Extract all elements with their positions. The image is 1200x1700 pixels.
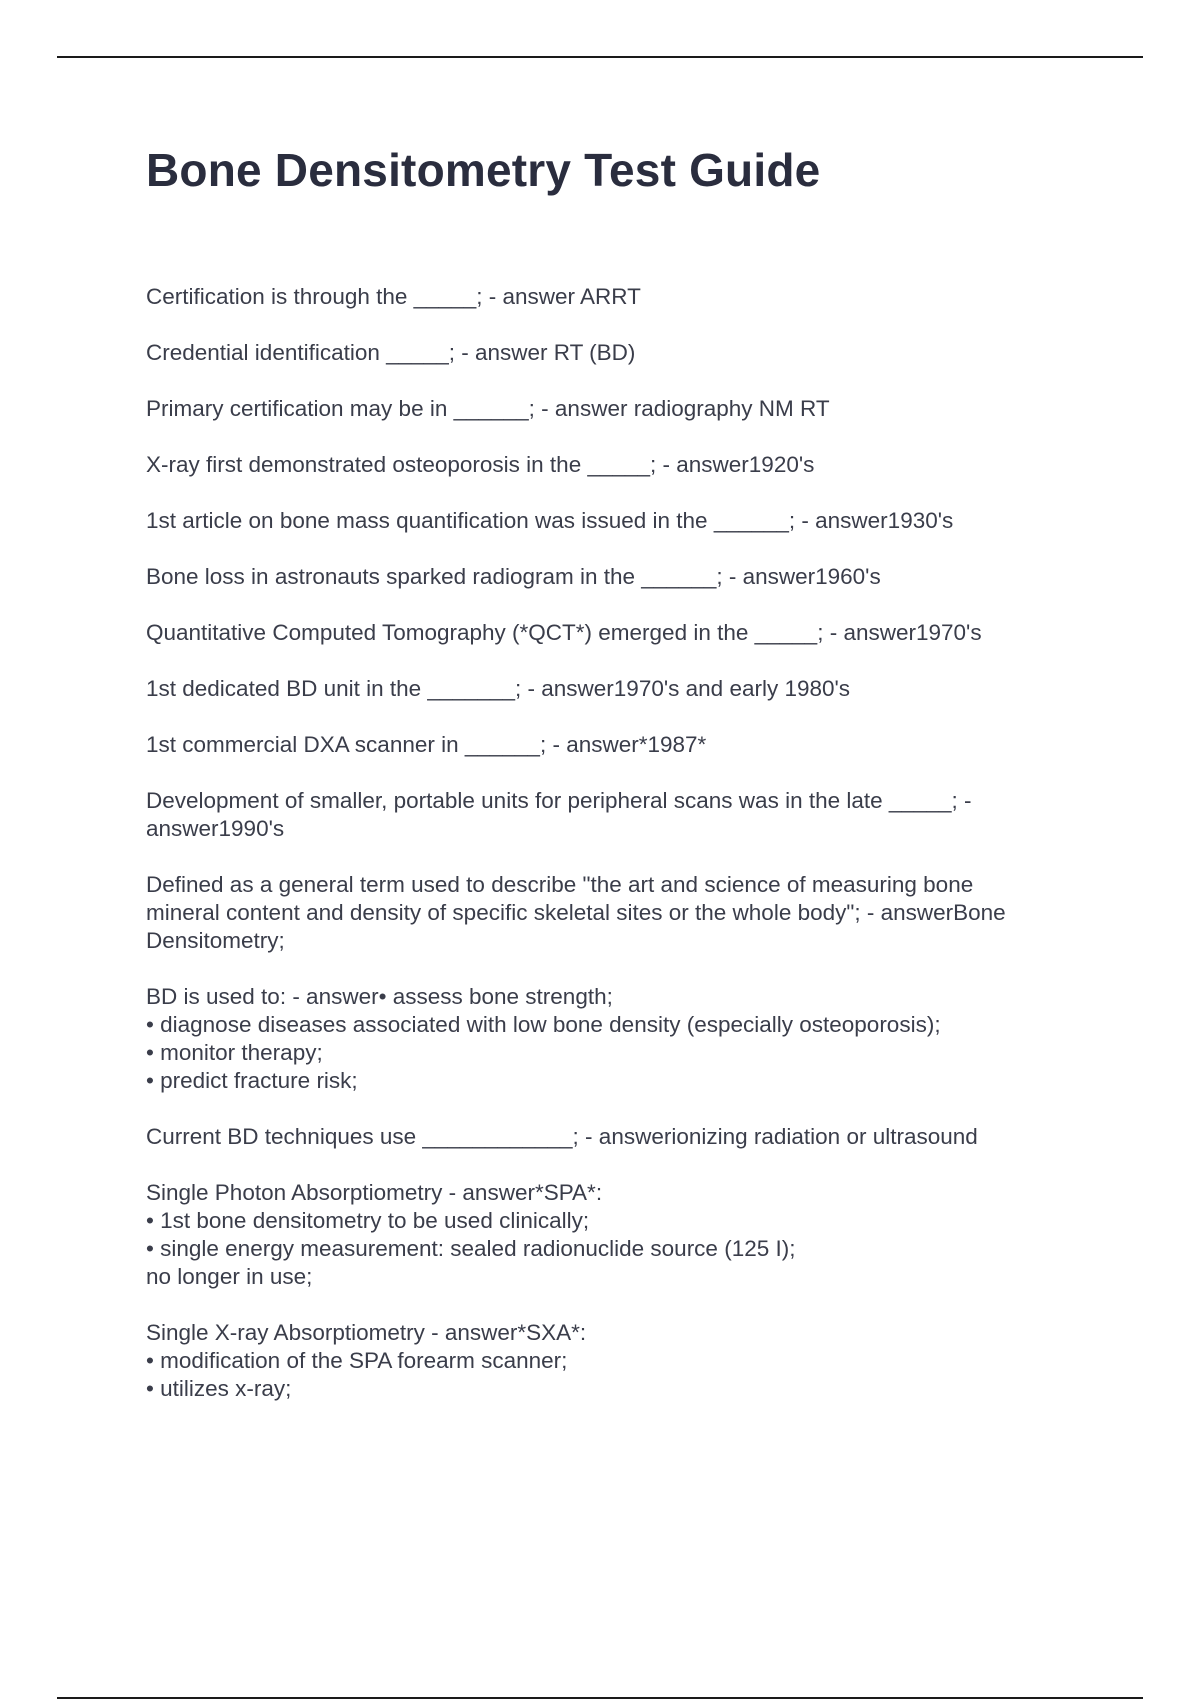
entry-line: mineral content and density of specific skeletal sites or the whole body"; - answerBone [146,900,1006,925]
entry-line: • modification of the SPA forearm scanner; [146,1348,568,1373]
entry-line: • diagnose diseases associated with low bone density (especially osteoporosis); [146,1012,941,1037]
entry-line: 1st commercial DXA scanner in ______; - answer*1987* [146,732,707,757]
entry-line: BD is used to: - answer• assess bone strength; [146,984,613,1009]
qa-list [146,283,1086,1431]
entry-line: Single X-ray Absorptiometry - answer*SXA*: [146,1320,587,1345]
entry-line: Densitometry; [146,928,285,953]
entry-line: Current BD techniques use ____________; - answerionizing radiation or ultrasound [146,1124,978,1149]
qa-entry [146,507,1086,535]
entry-line: • predict fracture risk; [146,1068,358,1093]
entry-line: no longer in use; [146,1264,313,1289]
entry-line: • utilizes x-ray; [146,1376,292,1401]
entry-line: • single energy measurement: sealed radionuclide source (125 I); [146,1236,796,1261]
bottom-rule [57,1697,1143,1699]
page-title: Bone Densitometry Test Guide [146,144,821,196]
qa-entry [146,563,1086,591]
qa-entry [146,395,1086,423]
qa-entry [146,1123,1086,1151]
entry-line: 1st dedicated BD unit in the _______; - answer1970's and early 1980's [146,676,851,701]
entry-line: Certification is through the _____; - answer ARRT [146,284,641,309]
entry-line: Primary certification may be in ______; - answer radiography NM RT [146,396,830,421]
qa-entry [146,731,1086,759]
qa-entry [146,451,1086,479]
entry-line: X-ray first demonstrated osteoporosis in the _____; - answer1920's [146,452,815,477]
top-rule [57,56,1143,58]
entry-line: • 1st bone densitometry to be used clinically; [146,1208,590,1233]
qa-entry [146,871,1086,955]
entry-line: Single Photon Absorptiometry - answer*SPA*: [146,1180,603,1205]
qa-entry [146,675,1086,703]
qa-entry [146,787,1086,843]
entry-line: Development of smaller, portable units for peripheral scans was in the late _____; - [146,788,972,813]
qa-entry [146,339,1086,367]
qa-entry [146,1319,1086,1403]
entry-line: Quantitative Computed Tomography (*QCT*) emerged in the _____; - answer1970's [146,620,982,645]
entry-line: 1st article on bone mass quantification was issued in the ______; - answer1930's [146,508,954,533]
qa-entry [146,619,1086,647]
entry-line: Bone loss in astronauts sparked radiogram in the ______; - answer1960's [146,564,881,589]
entry-line: answer1990's [146,816,285,841]
qa-entry [146,1179,1086,1291]
entry-line: Credential identification _____; - answer RT (BD) [146,340,636,365]
qa-entry [146,283,1086,311]
entry-line: Defined as a general term used to describe "the art and science of measuring bone [146,872,974,897]
entry-line: • monitor therapy; [146,1040,323,1065]
qa-entry [146,983,1086,1095]
